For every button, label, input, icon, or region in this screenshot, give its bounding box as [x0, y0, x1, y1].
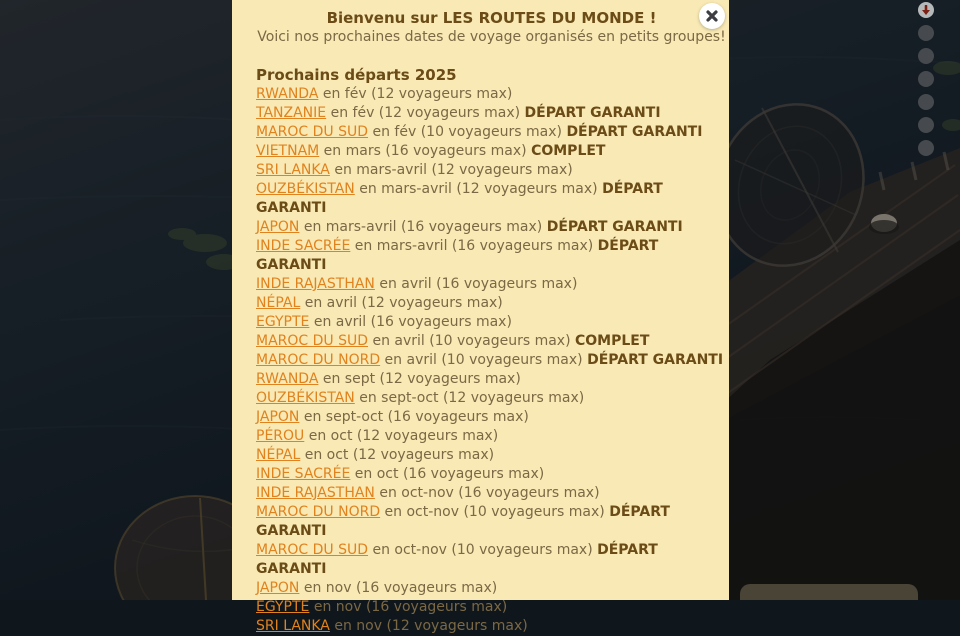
departure-item: JAPON en nov (16 voyageurs max) — [256, 580, 498, 596]
destination-link[interactable]: PÉROU — [256, 428, 305, 444]
destination-link[interactable]: SRI LANKA — [256, 618, 330, 634]
departure-item: MAROC DU NORD en oct-nov (10 voyageurs max) DÉPART GARANTI — [256, 504, 670, 539]
dock-button[interactable] — [918, 48, 934, 64]
modal-title: Bienvenu sur LES ROUTES DU MONDE ! — [326, 9, 657, 27]
departure-item: EGYPTE en avril (16 voyageurs max) — [256, 314, 512, 330]
bottom-right-panel[interactable] — [740, 584, 918, 600]
destination-link[interactable]: OUZBÉKISTAN — [256, 390, 355, 406]
destination-link[interactable]: EGYPTE — [256, 599, 310, 615]
departure-badge: DÉPART GARANTI — [256, 542, 658, 577]
destination-link[interactable]: MAROC DU SUD — [256, 124, 369, 140]
departure-badge: DÉPART GARANTI — [587, 352, 724, 368]
destination-link[interactable]: JAPON — [256, 219, 300, 235]
destination-link[interactable]: MAROC DU NORD — [256, 352, 381, 368]
departure-item: MAROC DU NORD en avril (10 voyageurs max) DÉPART GARANTI — [256, 352, 724, 368]
departure-badge: COMPLET — [575, 333, 650, 349]
departure-item: INDE RAJASTHAN en avril (16 voyageurs max) — [256, 276, 578, 292]
departure-item: RWANDA en sept (12 voyageurs max) — [256, 371, 521, 387]
destination-link[interactable]: OUZBÉKISTAN — [256, 181, 355, 197]
departure-item: EGYPTE en nov (16 voyageurs max) — [256, 599, 508, 615]
departures-heading: Prochains départs 2025 — [256, 66, 457, 84]
destination-link[interactable]: TANZANIE — [256, 105, 327, 121]
departure-item: MAROC DU SUD en oct-nov (10 voyageurs max) DÉPART GARANTI — [256, 542, 658, 577]
departure-item: RWANDA en fév (12 voyageurs max) — [256, 86, 513, 102]
floating-dock — [918, 2, 935, 163]
departure-item: INDE RAJASTHAN en oct-nov (16 voyageurs max) — [256, 485, 600, 501]
arrow-down-icon — [921, 5, 931, 16]
departure-item: INDE SACRÉE en mars-avril (16 voyageurs max) DÉPART GARANTI — [256, 238, 659, 273]
destination-link[interactable]: INDE SACRÉE — [256, 238, 351, 254]
spacer — [256, 47, 727, 66]
departure-badge: DÉPART GARANTI — [524, 105, 661, 121]
departure-badge: DÉPART GARANTI — [256, 181, 663, 216]
departure-item: PÉROU en oct (12 voyageurs max) — [256, 428, 499, 444]
destination-link[interactable]: VIETNAM — [256, 143, 320, 159]
departure-item: MAROC DU SUD en avril (10 voyageurs max) COMPLET — [256, 333, 650, 349]
departure-item: NÉPAL en oct (12 voyageurs max) — [256, 447, 495, 463]
departure-item: SRI LANKA en nov (12 voyageurs max) — [256, 618, 528, 634]
departure-item: TANZANIE en fév (12 voyageurs max) DÉPART GARANTI — [256, 105, 661, 121]
dock-button[interactable] — [918, 94, 934, 110]
dock-button[interactable] — [918, 71, 934, 87]
destination-link[interactable]: JAPON — [256, 580, 300, 596]
departures-list — [256, 85, 727, 636]
departure-badge: DÉPART GARANTI — [546, 219, 683, 235]
destination-link[interactable]: INDE SACRÉE — [256, 466, 351, 482]
departure-badge: DÉPART GARANTI — [256, 504, 670, 539]
departure-item: MAROC DU SUD en fév (10 voyageurs max) DÉPART GARANTI — [256, 124, 703, 140]
destination-link[interactable]: MAROC DU SUD — [256, 333, 369, 349]
departure-item: OUZBÉKISTAN en mars-avril (12 voyageurs max) DÉPART GARANTI — [256, 181, 663, 216]
destination-link[interactable]: INDE RAJASTHAN — [256, 276, 375, 292]
departure-item: INDE SACRÉE en oct (16 voyageurs max) — [256, 466, 545, 482]
destination-link[interactable]: RWANDA — [256, 86, 319, 102]
destination-link[interactable]: RWANDA — [256, 371, 319, 387]
close-icon — [705, 9, 719, 23]
departure-item: SRI LANKA en mars-avril (12 voyageurs max) — [256, 162, 573, 178]
departure-badge: DÉPART GARANTI — [566, 124, 703, 140]
departure-badge: COMPLET — [531, 143, 606, 159]
destination-link[interactable]: MAROC DU NORD — [256, 504, 381, 520]
close-button[interactable] — [699, 3, 725, 29]
destination-link[interactable]: SRI LANKA — [256, 162, 330, 178]
destination-link[interactable]: NÉPAL — [256, 295, 301, 311]
scroll-down-button[interactable] — [918, 2, 934, 18]
departure-item: JAPON en sept-oct (16 voyageurs max) — [256, 409, 529, 425]
welcome-modal — [232, 0, 729, 634]
departure-badge: DÉPART GARANTI — [256, 238, 659, 273]
dock-button[interactable] — [918, 140, 934, 156]
destination-link[interactable]: MAROC DU SUD — [256, 542, 369, 558]
departure-item: JAPON en mars-avril (16 voyageurs max) DÉPART GARANTI — [256, 219, 683, 235]
dock-button[interactable] — [918, 25, 934, 41]
departure-item: VIETNAM en mars (16 voyageurs max) COMPLET — [256, 143, 606, 159]
dock-button[interactable] — [918, 117, 934, 133]
destination-link[interactable]: NÉPAL — [256, 447, 301, 463]
modal-subtitle: Voici nos prochaines dates de voyage organisés en petits groupes! — [257, 29, 726, 45]
destination-link[interactable]: JAPON — [256, 409, 300, 425]
destination-link[interactable]: INDE RAJASTHAN — [256, 485, 375, 501]
departure-item: OUZBÉKISTAN en sept-oct (12 voyageurs max) — [256, 390, 585, 406]
departure-item: NÉPAL en avril (12 voyageurs max) — [256, 295, 503, 311]
destination-link[interactable]: EGYPTE — [256, 314, 310, 330]
